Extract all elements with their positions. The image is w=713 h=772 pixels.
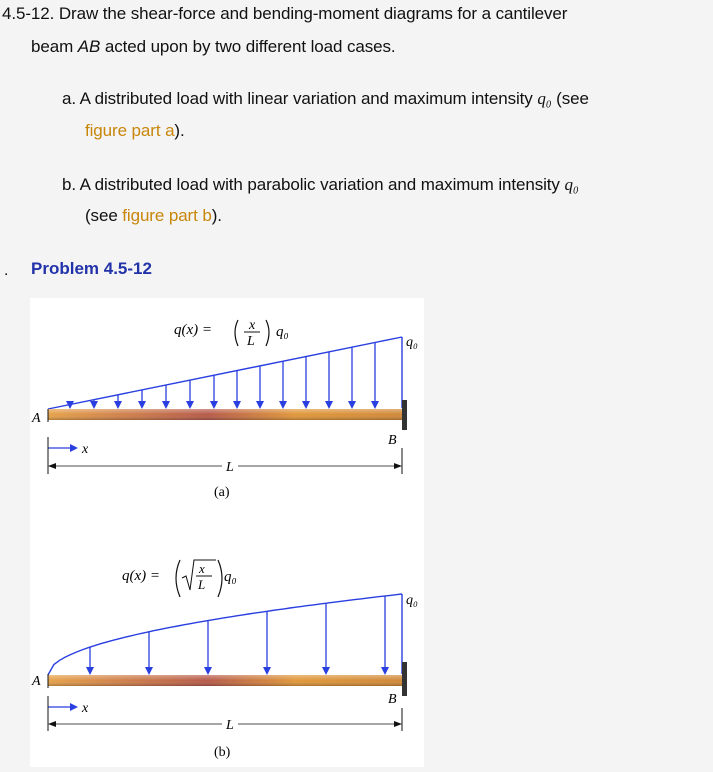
problem-line-2 — [31, 37, 396, 57]
item-b-close: ). — [211, 206, 222, 225]
fig-b-caption: (b) — [214, 745, 231, 760]
item-a-line-2 — [85, 121, 185, 141]
fig-a-load-arrow — [325, 352, 333, 409]
fig-a-right-paren — [266, 320, 269, 346]
fig-a-beam-shade — [48, 409, 402, 420]
item-a-var: q₀ — [537, 89, 552, 108]
problem-intro-1: Draw the shear-force and bending-moment diagrams for a cantilever — [58, 4, 568, 23]
fig-b-load-arrow — [204, 621, 212, 675]
fig-a-load-arrow — [186, 380, 194, 409]
fig-b-left-paren — [176, 560, 180, 597]
fig-b-label-L: L — [226, 718, 234, 733]
fig-b-formula-lhs: q(x) = — [122, 568, 161, 584]
fig-a-dim-arrow-right — [394, 463, 402, 469]
figure-b — [31, 560, 418, 760]
fig-a-left-paren — [235, 320, 238, 346]
fig-a-load-arrow — [162, 385, 170, 409]
fig-b-beam-shade — [48, 675, 402, 686]
fig-b-load-arrow — [263, 611, 271, 675]
fig-a-load-arrow — [371, 342, 379, 409]
fig-b-x-arrowhead — [70, 703, 78, 711]
fig-b-label-B: B — [388, 692, 397, 707]
item-a-line-1 — [62, 89, 589, 109]
fig-a-load-arrow — [233, 371, 241, 409]
fig-b-dim-arrow-left — [48, 721, 56, 727]
item-a-text: A distributed load with linear variation and maximum intensity — [79, 89, 538, 108]
beam-label: AB — [77, 37, 101, 56]
fig-a-q0-label: q₀ — [406, 335, 418, 350]
figure-a — [31, 318, 418, 500]
fig-b-radicand-den: L — [198, 577, 206, 592]
fig-b-label-x: x — [82, 701, 89, 716]
fig-b-load-arrow — [381, 596, 389, 675]
fig-a-load-arrow — [279, 361, 287, 409]
figure-panel — [30, 298, 424, 767]
item-b-marker: b. — [62, 175, 76, 194]
item-b-var: q₀ — [564, 175, 579, 194]
fig-b-wall — [402, 662, 407, 696]
fig-a-wall — [402, 400, 407, 430]
list-bullet: . — [4, 262, 9, 279]
problem-title: Problem 4.5-12 — [31, 259, 152, 278]
fig-a-load-arrows — [66, 342, 379, 409]
fig-b-load-arrow — [322, 603, 330, 675]
fig-a-label-B: B — [388, 433, 397, 448]
fig-b-radicand-num: x — [199, 561, 205, 576]
fig-a-x-arrowhead — [70, 444, 78, 452]
figure-svg — [30, 298, 424, 767]
fig-a-load-arrow — [90, 400, 98, 409]
fig-a-label-x: x — [82, 442, 89, 457]
fig-a-frac-num: x — [249, 318, 256, 333]
fig-b-formula-q0: q₀ — [224, 569, 237, 585]
figure-part-b-link[interactable]: figure part b — [122, 206, 212, 225]
fig-a-label-L: L — [226, 460, 234, 475]
item-b-see: (see — [85, 206, 123, 225]
fig-a-formula-q0: q₀ — [276, 324, 289, 340]
fig-a-load-line — [48, 337, 402, 409]
fig-a-load-arrow — [138, 390, 146, 409]
fig-a-frac-den: L — [247, 334, 255, 349]
fig-b-label-A: A — [32, 674, 41, 689]
item-a-see: (see — [551, 89, 589, 108]
intro-suffix: acted upon by two different load cases. — [100, 37, 396, 56]
fig-b-dim-arrow-right — [394, 721, 402, 727]
fig-a-caption: (a) — [214, 485, 230, 500]
figure-part-a-link[interactable]: figure part a — [85, 121, 175, 140]
fig-a-load-arrow — [256, 366, 264, 409]
fig-a-load-arrow — [114, 395, 122, 409]
intro-prefix: beam — [31, 37, 78, 56]
item-b-text: A distributed load with parabolic variation and maximum intensity — [79, 175, 565, 194]
item-b-line-1 — [62, 175, 579, 195]
item-a-close: ). — [174, 121, 185, 140]
fig-a-load-arrow — [348, 347, 356, 409]
fig-a-load-arrow — [210, 375, 218, 409]
fig-b-right-paren — [218, 560, 222, 597]
item-a-marker: a. — [62, 89, 76, 108]
item-b-line-2 — [85, 206, 222, 226]
fig-b-q0-label: q₀ — [406, 593, 418, 608]
fig-b-load-arrow — [145, 632, 153, 675]
problem-number: 4.5-12. — [2, 4, 55, 23]
fig-b-load-curve — [48, 594, 402, 675]
fig-b-load-arrow — [86, 647, 94, 675]
fig-a-load-arrow — [302, 357, 310, 409]
fig-a-label-A: A — [32, 411, 41, 426]
fig-a-dim-arrow-left — [48, 463, 56, 469]
problem-line-1 — [2, 4, 567, 24]
fig-a-formula-lhs: q(x) = — [174, 322, 213, 338]
